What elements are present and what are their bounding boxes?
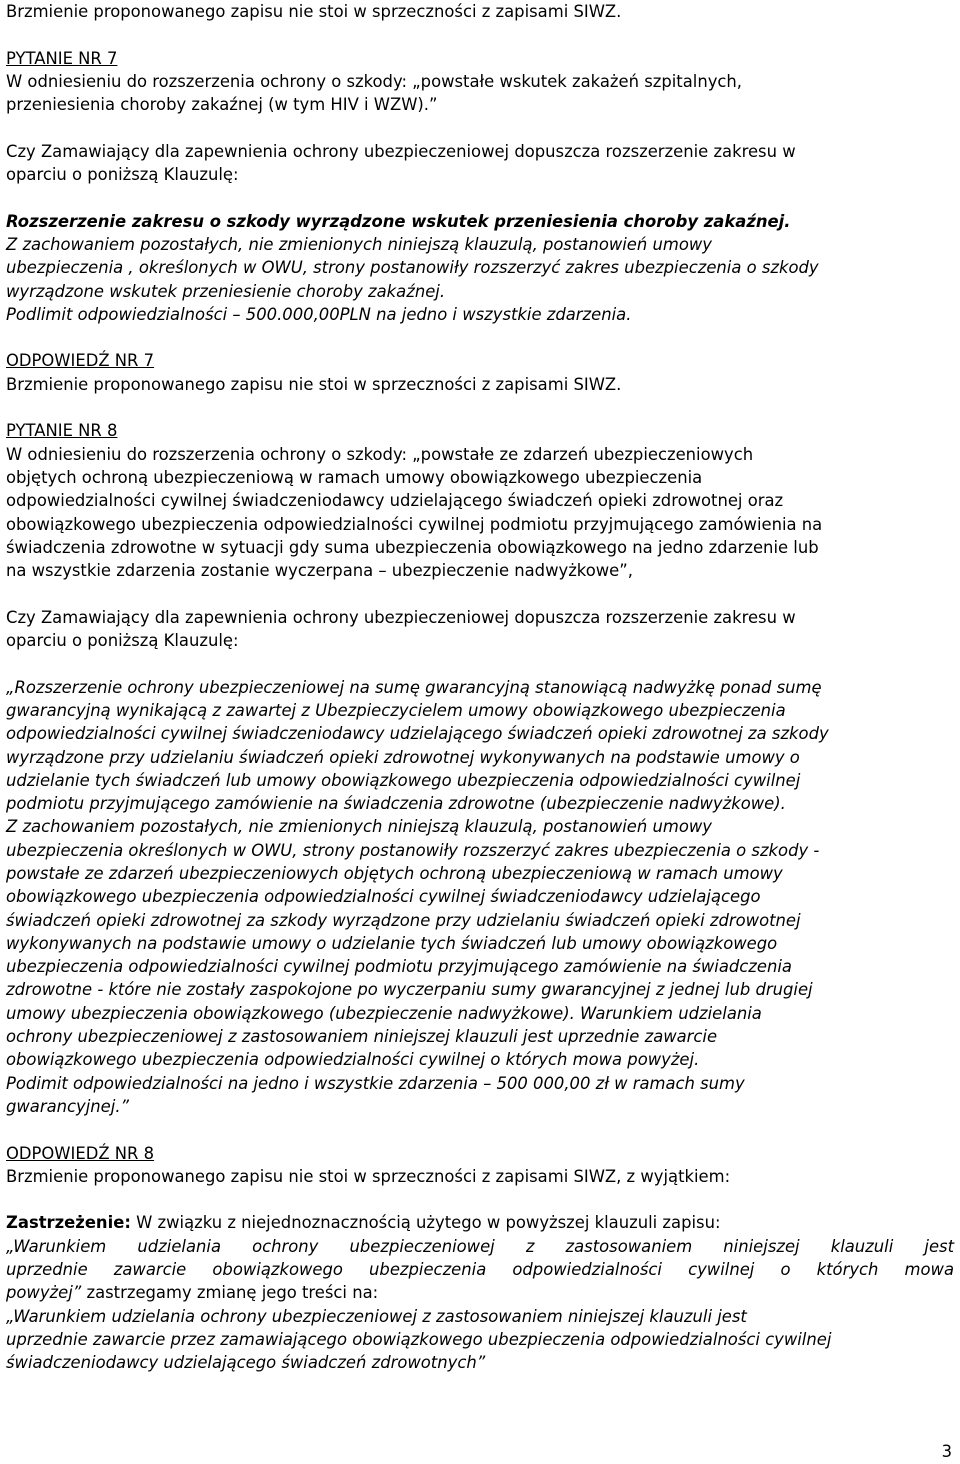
new-clause-line: uprzednie zawarcie przez zamawiającego obowiązkowego ubezpieczenia odpowiedzialności cywilnej: [6, 1329, 832, 1349]
clause-8-line: udzielanie tych świadczeń lub umowy obowiązkowego ubezpieczenia odpowiedzialności cywilnej: [6, 770, 801, 790]
question-7-question-line: Czy Zamawiający dla zapewnienia ochrony ubezpieczeniowej dopuszcza rozszerzenie zakresu w: [6, 141, 796, 161]
question-8-question-line: Czy Zamawiający dla zapewnienia ochrony ubezpieczeniowej dopuszcza rozszerzenie zakresu w: [6, 607, 796, 627]
clause-7-body-line: ubezpieczenia , określonych w OWU, strony postanowiły rozszerzyć zakres ubezpieczenia o szkody: [6, 258, 819, 278]
clause-8-line: świadczeń opieki zdrowotnej za szkody wyrządzone przy udzielaniu świadczeń opieki zdrowotnej: [6, 910, 801, 930]
reservation-line: [6, 1211, 954, 1234]
question-8-intro-line: obowiązkowego ubezpieczenia odpowiedzialności cywilnej podmiotu przyjmującego zamówienia na: [6, 514, 823, 534]
question-8-intro-line: W odniesieniu do rozszerzenia ochrony o szkody: „powstałe ze zdarzeń ubezpieczeniowych: [6, 444, 754, 464]
clause-8-line: wyrządzone przy udzielaniu świadczeń opieki zdrowotnej wykonywanych na podstawie umowy o: [6, 747, 800, 767]
clause-7-title: Rozszerzenie zakresu o szkody wyrządzone wskutek przeniesienia choroby zakaźnej.: [6, 211, 791, 231]
clause-8-line: gwarancyjnej.”: [6, 1096, 130, 1116]
clause-8-line: „Rozszerzenie ochrony ubezpieczeniowej na sumę gwarancyjną stanowiącą nadwyżkę ponad sumę: [6, 677, 822, 697]
clause-8-line: obowiązkowego ubezpieczenia odpowiedzialności cywilnej świadczeniodawcy udzielającego: [6, 887, 761, 907]
question-8-question-line: oparciu o poniższą Klauzulę:: [6, 631, 239, 651]
new-clause-line: świadczeniodawcy udzielającego świadczeń zdrowotnych”: [6, 1353, 486, 1373]
page-number: 3: [941, 1442, 952, 1461]
clause-8-line: ochrony ubezpieczeniowej z zastosowaniem niniejszej klauzuli jest uprzednie zawarcie: [6, 1027, 718, 1047]
question-8-intro-line: objętych ochroną ubezpieczeniową w ramach umowy obowiązkowego ubezpieczenia: [6, 467, 703, 487]
quoted-clause-end: [6, 1281, 954, 1304]
clause-8-line: ubezpieczenia określonych w OWU, strony postanowiły rozszerzyć zakres ubezpieczenia o szkody -: [6, 840, 820, 860]
question-8-intro-line: odpowiedzialności cywilnej świadczeniodawcy udzielającego świadczeń opieki zdrowotnej oraz: [6, 491, 784, 511]
answer-6-text: Brzmienie proponowanego zapisu nie stoi w sprzeczności z zapisami SIWZ.: [6, 2, 622, 21]
clause-8-line: ubezpieczenia odpowiedzialności cywilnej podmiotu przyjmującego zamówienie na świadczenia: [6, 957, 792, 977]
clause-8-line: zdrowotne - które nie zostały zaspokojone po wyczerpaniu sumy gwarancyjnej z jednej lub drugiej: [6, 980, 813, 1000]
clause-7-body-line: Z zachowaniem pozostałych, nie zmienionych niniejszą klauzulą, postanowień umowy: [6, 234, 712, 254]
quoted-clause-line: uprzednie zawarcie obowiązkowego ubezpieczenia odpowiedzialności cywilnej o których mowa: [6, 1260, 954, 1280]
clause-8-line: gwarancyjną wynikającą z zawartej z Ubezpieczycielem umowy obowiązkowego ubezpieczenia: [6, 700, 786, 720]
clause-8-line: Z zachowaniem pozostałych, nie zmienionych niniejszą klauzulą, postanowień umowy: [6, 817, 712, 837]
reservation-label: Zastrzeżenie:: [6, 1213, 131, 1233]
clause-8-limit: Podimit odpowiedzialności na jedno i wszystkie zdarzenia – 500 000,00 zł w ramach sumy: [6, 1073, 745, 1093]
clause-8-line: odpowiedzialności cywilnej świadczeniodawcy udzielającego świadczeń opieki zdrowotnej za szkody: [6, 724, 829, 744]
clause-8-line: podmiotu przyjmującego zamówienie na świadczenia zdrowotne (ubezpieczenie nadwyżkowe).: [6, 794, 786, 814]
question-7-heading: PYTANIE NR 7: [6, 48, 118, 68]
question-8-heading: PYTANIE NR 8: [6, 421, 118, 441]
question-8-intro-line: świadczenia zdrowotne w sytuacji gdy suma ubezpieczenia obowiązkowego na jedno zdarzenie lub: [6, 537, 819, 557]
clause-8-line: obowiązkowego ubezpieczenia odpowiedzialności cywilnej o których mowa powyżej.: [6, 1050, 700, 1070]
clause-7-limit: Podlimit odpowiedzialności – 500.000,00PLN na jedno i wszystkie zdarzenia.: [6, 304, 632, 324]
answer-7-heading: ODPOWIEDŹ NR 7: [6, 351, 155, 371]
document-page: [6, 0, 954, 1375]
reservation-text: W związku z niejednoznacznością użytego w powyższej klauzuli zapisu:: [130, 1213, 721, 1233]
clause-8-line: powstałe ze zdarzeń ubezpieczeniowych objętych ochroną ubezpieczeniową w ramach umowy: [6, 863, 783, 883]
quoted-clause-tail: powyżej”: [6, 1283, 82, 1303]
quoted-clause-line: „Warunkiem udzielania ochrony ubezpieczeniowej z zastosowaniem niniejszej klauzuli jest: [6, 1236, 954, 1256]
answer-7-text: Brzmienie proponowanego zapisu nie stoi w sprzeczności z zapisami SIWZ.: [6, 374, 622, 394]
clause-8-line: wykonywanych na podstawie umowy o udzielanie tych świadczeń lub umowy obowiązkowego: [6, 933, 778, 953]
clause-8-line: umowy ubezpieczenia obowiązkowego (ubezpieczenie nadwyżkowe). Warunkiem udzielania: [6, 1003, 762, 1023]
question-8-intro-line: na wszystkie zdarzenia zostanie wyczerpana – ubezpieczenie nadwyżkowe”,: [6, 561, 633, 581]
clause-7-body-line: wyrządzone wskutek przeniesienie choroby zakaźnej.: [6, 281, 446, 301]
answer-8-text: Brzmienie proponowanego zapisu nie stoi w sprzeczności z zapisami SIWZ, z wyjątkiem:: [6, 1166, 731, 1186]
answer-8-heading: ODPOWIEDŹ NR 8: [6, 1143, 155, 1163]
new-clause-line: „Warunkiem udzielania ochrony ubezpieczeniowej z zastosowaniem niniejszej klauzuli jest: [6, 1306, 747, 1326]
question-7-intro-line: W odniesieniu do rozszerzenia ochrony o szkody: „powstałe wskutek zakażeń szpitalnych,: [6, 71, 743, 91]
change-notice: zastrzegamy zmianę jego treści na:: [81, 1283, 379, 1303]
question-7-question-line: oparciu o poniższą Klauzulę:: [6, 165, 239, 185]
question-7-intro-line: przeniesienia choroby zakaźnej (w tym HIV i WZW).”: [6, 95, 438, 115]
